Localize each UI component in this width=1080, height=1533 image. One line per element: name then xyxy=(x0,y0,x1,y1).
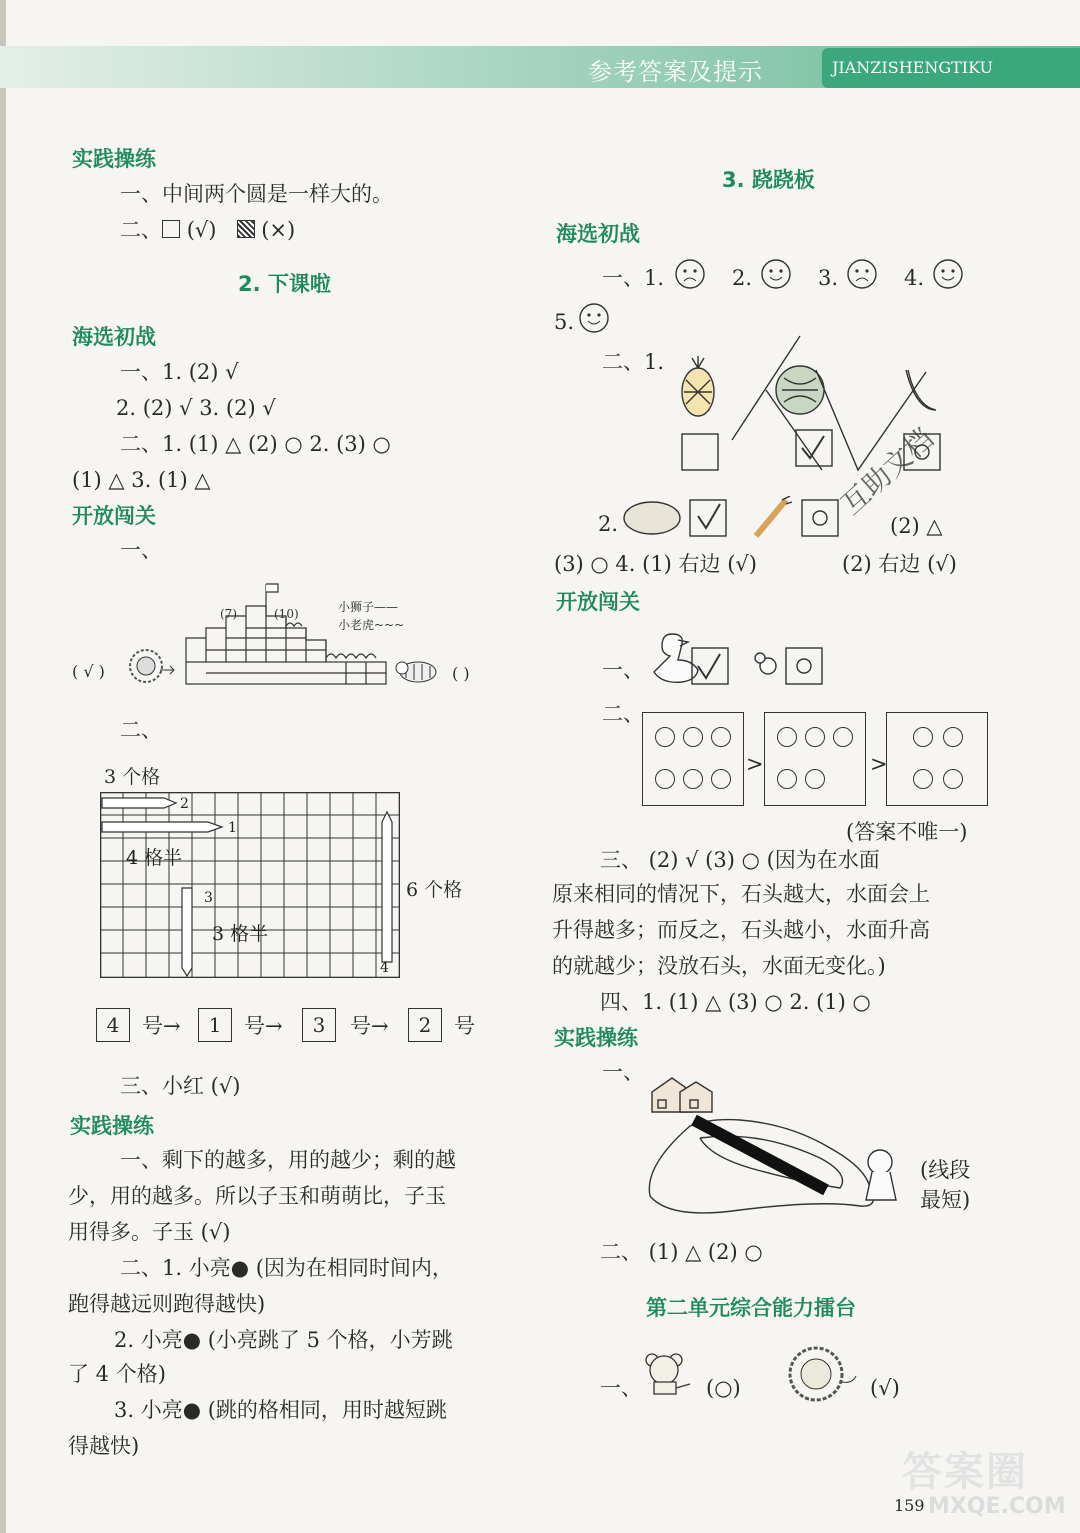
stair-label: (10) xyxy=(274,607,299,621)
circle-token xyxy=(943,769,963,789)
answer-line: 一、1. (2) √ xyxy=(120,360,239,384)
grid-label: 4 格半 xyxy=(126,847,183,869)
answer-mark: (×) xyxy=(261,218,296,242)
counter-box xyxy=(886,712,988,806)
shortest-path-figure xyxy=(640,1072,920,1220)
pencil-grid-figure xyxy=(100,792,400,978)
answer-line: (2) △ xyxy=(890,514,943,538)
grid-label: 3 个格 xyxy=(104,766,161,788)
section-title-open-challenge: 开放闯关 xyxy=(72,504,156,528)
order-box: 2 xyxy=(408,1008,442,1042)
answer-line: 得越快) xyxy=(68,1434,140,1458)
order-end: 号 xyxy=(454,1014,475,1038)
section-title-practice: 实践操练 xyxy=(554,1026,638,1050)
order-box: 1 xyxy=(198,1008,232,1042)
tiger-legend: 小老虎~~~ xyxy=(338,618,405,632)
answer-line: 少，用的越多。所以子玉和萌萌比，子玉 xyxy=(68,1184,446,1208)
lion-icon xyxy=(786,1344,860,1404)
book-spine-shadow xyxy=(0,0,6,1533)
circle-token xyxy=(833,727,853,747)
answer-line: 的就越少；没放石头，水面无变化。) xyxy=(552,954,886,978)
answer-mark: (√) xyxy=(186,218,217,242)
header-english-title: JIANZISHENGTIKU xyxy=(832,58,993,77)
page-number: 159 xyxy=(894,1496,925,1515)
answer-line: 用得多。子玉 (√) xyxy=(68,1220,231,1244)
circle-token xyxy=(805,769,825,789)
answer-line: 升得越多；而反之，石头越小，水面升高 xyxy=(552,918,930,942)
answer-mark: (○) xyxy=(706,1376,741,1400)
circle-token xyxy=(655,727,675,747)
circle-token xyxy=(913,769,933,789)
answer-prefix: 一、 xyxy=(602,658,644,682)
answer-line: 二、 (1) △ (2) ○ xyxy=(600,1240,763,1264)
circle-token xyxy=(711,727,731,747)
answer-mark: ( √ ) xyxy=(72,662,105,681)
bear-icon xyxy=(638,1348,698,1400)
answer-prefix: 2. xyxy=(732,266,753,290)
answer-line: 一、中间两个圆是一样大的。 xyxy=(120,182,393,206)
answer-prefix: 3. xyxy=(818,266,839,290)
circle-token xyxy=(683,769,703,789)
section-title-first-round: 海选初战 xyxy=(556,222,640,246)
answer-line: 三、小红 (√) xyxy=(120,1074,241,1098)
pencil-number: 1 xyxy=(228,820,237,836)
answer-line: (1) △ 3. (1) △ xyxy=(72,468,211,492)
hatched-square-icon xyxy=(237,220,255,238)
smile-face-icon xyxy=(932,258,964,290)
answer-prefix: 一、 xyxy=(120,538,162,562)
watermark-url: MXQE.COM xyxy=(928,1494,1066,1519)
answer-prefix: 二、 xyxy=(120,718,162,742)
circle-token xyxy=(777,727,797,747)
section-title-first-round: 海选初战 xyxy=(72,325,156,349)
answer-prefix: 二、 xyxy=(602,702,644,726)
answer-line: 跑得越远则跑得越快) xyxy=(68,1292,266,1316)
answer-prefix: 一、1. xyxy=(602,266,665,290)
answer-line: 四、1. (1) △ (3) ○ 2. (1) ○ xyxy=(600,990,871,1014)
unit-title: 第二单元综合能力擂台 xyxy=(646,1296,856,1320)
path-note: 最短) xyxy=(920,1188,971,1212)
answer-line: 三、 (2) √ (3) ○ (因为在水面 xyxy=(600,848,880,872)
header-title: 参考答案及提示 xyxy=(588,58,763,86)
answer-prefix: 5. xyxy=(554,310,575,334)
answer-line: 3. 小亮● (跳的格相同，用时越短跳 xyxy=(114,1398,447,1422)
greater-than-symbol: > xyxy=(870,752,888,776)
order-separator: 号→ xyxy=(244,1014,283,1038)
lesson-title: 3. 跷跷板 xyxy=(722,168,815,192)
answer-prefix: 一、 xyxy=(600,1376,642,1400)
circle-token xyxy=(943,727,963,747)
counter-box xyxy=(764,712,866,806)
answer-mark: ( ) xyxy=(452,664,470,683)
grid-label: 6 个格 xyxy=(406,879,463,901)
circle-token xyxy=(913,727,933,747)
order-box: 4 xyxy=(96,1008,130,1042)
watermark-logo: 答案圈 xyxy=(902,1449,1028,1495)
pencil-number: 3 xyxy=(204,890,213,906)
sad-face-icon xyxy=(674,258,706,290)
pencil-number: 2 xyxy=(180,796,189,812)
smile-face-icon xyxy=(578,302,610,334)
circle-token xyxy=(655,769,675,789)
lesson-title: 2. 下课啦 xyxy=(238,272,331,296)
square-symbol-icon xyxy=(162,220,180,238)
answer-mark: (√) xyxy=(870,1376,900,1400)
tiger-icon xyxy=(394,652,444,688)
circle-token xyxy=(805,727,825,747)
answer-line: 2. 小亮● (小亮跳了 5 个格，小芳跳 xyxy=(114,1328,453,1352)
answer-line: 了 4 个格) xyxy=(68,1362,166,1386)
answer-prefix: 2. xyxy=(598,512,619,536)
circle-token xyxy=(711,769,731,789)
smile-face-icon xyxy=(760,258,792,290)
lion-icon xyxy=(126,646,178,686)
counter-box xyxy=(642,712,744,806)
section-title-open-challenge: 开放闯关 xyxy=(556,590,640,614)
path-note: (线段 xyxy=(920,1158,971,1182)
answer-prefix: 一、 xyxy=(602,1060,644,1084)
section-title-practice: 实践操练 xyxy=(72,147,156,171)
answer-line: 一、剩下的越多，用的越少；剩的越 xyxy=(120,1148,456,1172)
stair-label: (7) xyxy=(220,607,237,621)
answer-line: (2) 右边 (√) xyxy=(842,552,957,576)
sad-face-icon xyxy=(846,258,878,290)
answer-line: 2. (2) √ 3. (2) √ xyxy=(116,396,276,420)
answer-line: 二、1. (1) △ (2) ○ 2. (3) ○ xyxy=(120,432,391,456)
order-box: 3 xyxy=(302,1008,336,1042)
duck-chick-figure xyxy=(644,626,834,690)
circle-token xyxy=(777,769,797,789)
answer-line xyxy=(120,216,295,244)
answer-prefix: 4. xyxy=(904,266,925,290)
stamp-watermark: 互助文档 xyxy=(834,421,940,522)
grid-label: 3 格半 xyxy=(212,923,269,945)
answer-line: (3) ○ 4. (1) 右边 (√) xyxy=(554,552,757,576)
answer-line: 原来相同的情况下，石头越大，水面会上 xyxy=(552,882,930,906)
answer-prefix: 二、1. xyxy=(602,350,665,374)
section-title-practice: 实践操练 xyxy=(70,1114,154,1138)
pencil-number: 4 xyxy=(380,960,389,976)
lion-legend: 小狮子—— xyxy=(338,600,399,614)
greater-than-symbol: > xyxy=(746,752,764,776)
answer-line: 二、1. 小亮● (因为在相同时间内， xyxy=(120,1256,453,1280)
answer-prefix: 二、 xyxy=(120,218,162,242)
circle-token xyxy=(683,727,703,747)
answer-note: (答案不唯一) xyxy=(846,820,968,844)
staircase-race-figure xyxy=(180,578,420,690)
food-choice-figure xyxy=(620,496,850,540)
order-separator: 号→ xyxy=(350,1014,389,1038)
order-separator: 号→ xyxy=(142,1014,181,1038)
